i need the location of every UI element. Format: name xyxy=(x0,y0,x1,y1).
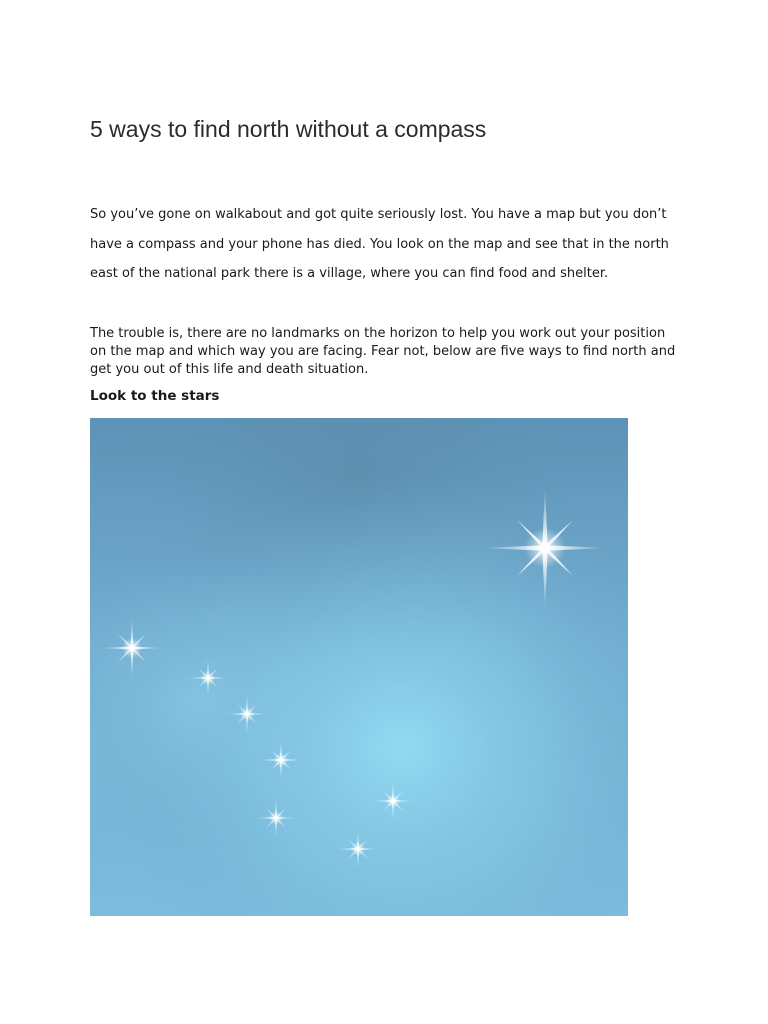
night-sky-stars-image xyxy=(90,418,628,916)
second-paragraph: The trouble is, there are no landmarks on the horizon to help you work out your position on the map and which way you are facing. Fear not, below are five ways to find north and get you out of this life and death situation. xyxy=(90,326,676,377)
document-title: 5 ways to find north without a compass xyxy=(90,116,487,142)
intro-paragraph: So you’ve gone on walkabout and got quite seriously lost. You have a map but you don’t have a compass and your phone has died. You look on the map and see that in the north east of the national park there is a village, where you can find food and shelter. xyxy=(90,207,669,281)
section-heading-stars: Look to the stars xyxy=(90,388,220,404)
